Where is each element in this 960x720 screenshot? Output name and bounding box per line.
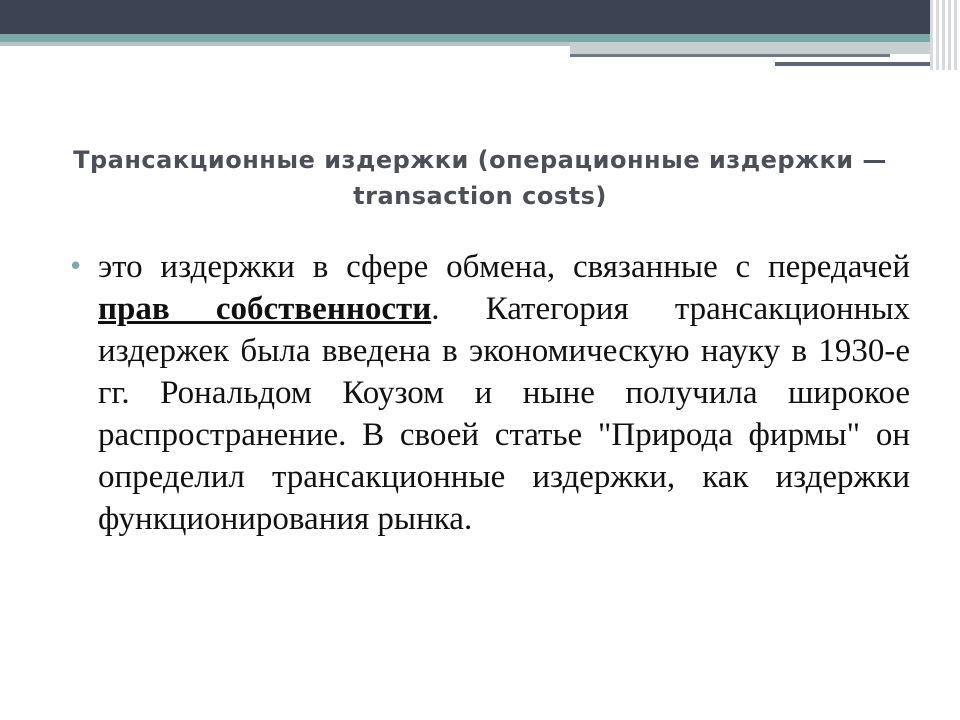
bullet-text-prefix: это издержки в сфере обмена, связанные с передачей xyxy=(98,249,910,285)
bullet-dot-icon: • xyxy=(68,252,84,282)
slide-title: Трансакционные издержки (операционные издержки — transaction costs) xyxy=(73,146,887,210)
decor-line xyxy=(775,62,943,66)
decor-line xyxy=(570,42,942,54)
decor-line xyxy=(0,42,570,46)
decor-line xyxy=(570,54,890,57)
list-item xyxy=(68,246,910,540)
accent-line xyxy=(0,34,940,42)
slide-body xyxy=(68,246,910,540)
bullet-text xyxy=(98,246,910,540)
header-band xyxy=(0,0,960,34)
bullet-text-suffix: . Категория трансакционных издержек была введена в экономическую науку в 1930-е гг. Рональдом Коузом и ныне получила широкое распространение. В своей статье "Природа фирмы" он определил трансакционные издержки, как издержки функционирования рынка. xyxy=(98,291,910,537)
decor-stripes xyxy=(930,0,960,70)
property-rights-link[interactable]: прав собственности xyxy=(98,291,432,327)
